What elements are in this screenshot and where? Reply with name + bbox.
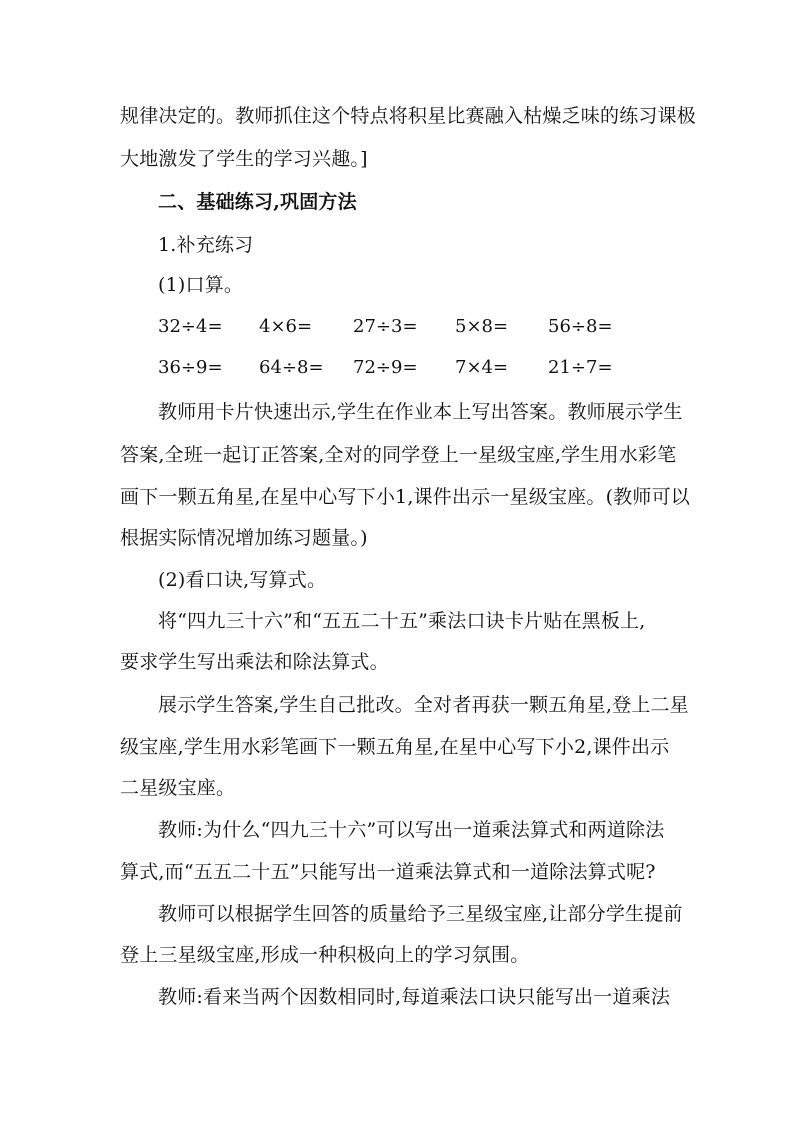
- paragraph-line: 教师:看来当两个因数相同时,每道乘法口诀只能写出一道乘法: [158, 986, 671, 1008]
- paragraph-line: 大地激发了学生的学习兴趣。]: [120, 148, 368, 170]
- exercise-row: [0, 356, 794, 380]
- paragraph-line: 答案,全班一起订正答案,全对的同学登上一星级宝座,学生用水彩笔: [120, 444, 677, 466]
- exercise-item: 72÷9=: [353, 357, 418, 378]
- exercise-item: 4×6=: [259, 316, 313, 337]
- paragraph-line: 登上三星级宝座,形成一种积极向上的学习氛围。: [120, 944, 530, 966]
- exercise-label: (1)口算。: [158, 274, 244, 296]
- exercise-item: 32÷4=: [158, 316, 223, 337]
- paragraph-line: 根据实际情况增加练习题量。): [120, 527, 368, 549]
- exercise-item: 64÷8=: [259, 357, 324, 378]
- paragraph-line: 教师:为什么“四九三十六”可以写出一道乘法算式和两道除法: [158, 819, 665, 841]
- section-heading: 二、基础练习,巩固方法: [158, 191, 357, 213]
- paragraph-line: 要求学生写出乘法和除法算式。: [120, 651, 389, 673]
- paragraph-line: 展示学生答案,学生自己批改。全对者再获一颗五角星,登上二星: [158, 694, 689, 716]
- exercise-item: 5×8=: [455, 316, 509, 337]
- exercise-row: [0, 315, 794, 339]
- paragraph-line: 规律决定的。教师抓住这个特点将积星比赛融入枯燥乏味的练习课极: [120, 105, 697, 127]
- paragraph-line: 将“四九三十六”和“五五二十五”乘法口诀卡片贴在黑板上,: [158, 610, 646, 632]
- exercise-item: 21÷7=: [548, 357, 613, 378]
- paragraph-line: 级宝座,学生用水彩笔画下一颗五角星,在星中心写下小2,课件出示: [120, 736, 670, 758]
- exercise-label: (2)看口诀,写算式。: [158, 569, 327, 591]
- paragraph-line: 教师用卡片快速出示,学生在作业本上写出答案。教师展示学生: [158, 401, 683, 423]
- paragraph-line: 教师可以根据学生回答的质量给予三星级宝座,让部分学生提前: [158, 903, 683, 925]
- paragraph-line: 二星级宝座。: [120, 777, 236, 799]
- exercise-item: 56÷8=: [548, 316, 613, 337]
- exercise-item: 27÷3=: [353, 316, 418, 337]
- subsection-heading: 1.补充练习: [158, 234, 254, 256]
- paragraph-line: 算式,而“五五二十五”只能写出一道乘法算式和一道除法算式呢?: [120, 861, 656, 883]
- exercise-item: 7×4=: [455, 357, 509, 378]
- paragraph-line: 画下一颗五角星,在星中心写下小1,课件出示一星级宝座。(教师可以: [120, 486, 690, 508]
- exercise-item: 36÷9=: [158, 357, 223, 378]
